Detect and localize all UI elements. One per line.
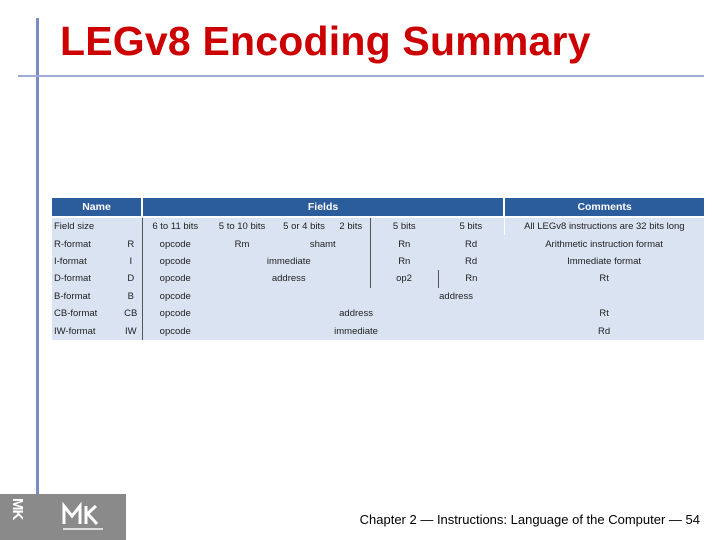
size-cell: 2 bits xyxy=(332,217,370,235)
table-row xyxy=(52,235,704,252)
size-cell: 5 or 4 bits xyxy=(276,217,332,235)
row-field: address xyxy=(439,290,473,302)
row-field: Rm xyxy=(234,238,250,250)
row-field: Rt xyxy=(599,273,609,285)
size-cell: 5 bits xyxy=(438,217,504,235)
row-name: CB-format xyxy=(54,308,98,320)
row-comment: Arithmetic instruction format xyxy=(545,238,663,250)
row-field: Rd xyxy=(598,325,611,337)
frame-vertical-line xyxy=(36,18,39,496)
header-name: Name xyxy=(52,198,142,217)
row-abbr: I xyxy=(129,255,133,267)
row-name: D-format xyxy=(54,273,91,285)
header-fields: Fields xyxy=(142,198,504,217)
table-row-field-size xyxy=(52,217,704,235)
row-name: I-format xyxy=(54,255,87,267)
table-header-row xyxy=(52,198,704,217)
row-field: address xyxy=(339,308,373,320)
row-comment: Immediate format xyxy=(567,255,642,267)
row-field: Rn xyxy=(370,253,438,270)
row-field: address xyxy=(271,273,306,285)
row-field: Rt xyxy=(599,308,609,320)
row-name: B-format xyxy=(54,290,91,302)
row-opcode: opcode xyxy=(142,288,208,305)
row-abbr: R xyxy=(127,238,135,250)
table-row xyxy=(52,305,704,322)
row-name: IW-format xyxy=(54,325,96,337)
table-row xyxy=(52,253,704,270)
slide-title: LEGv8 Encoding Summary xyxy=(60,18,591,64)
logo-mk-vertical-text: MK xyxy=(9,498,26,520)
row-opcode: opcode xyxy=(142,235,208,252)
logo-mk-mark xyxy=(62,502,122,534)
header-comments: Comments xyxy=(504,198,704,217)
size-cell: 5 to 10 bits xyxy=(208,217,276,235)
row-abbr: IW xyxy=(124,325,137,337)
table-row xyxy=(52,322,704,339)
table-row xyxy=(52,288,704,305)
row-field: Rd xyxy=(464,255,478,267)
row-field: op2 xyxy=(370,270,438,287)
row-opcode: opcode xyxy=(142,322,208,339)
encoding-table xyxy=(52,198,704,340)
row-opcode: opcode xyxy=(142,253,208,270)
row-opcode: opcode xyxy=(142,270,208,287)
row-abbr: CB xyxy=(124,308,138,320)
row-field: shamt xyxy=(309,238,336,250)
size-cell: 6 to 11 bits xyxy=(142,217,208,235)
size-label: Field size xyxy=(52,217,142,235)
publisher-logo xyxy=(0,494,126,540)
row-abbr: D xyxy=(127,273,135,285)
row-abbr: B xyxy=(127,290,134,302)
row-field: immediate xyxy=(334,325,378,337)
row-field: Rd xyxy=(464,238,478,250)
frame-horizontal-line xyxy=(18,75,704,77)
row-field: immediate xyxy=(266,255,311,267)
logo-mk-vertical xyxy=(2,498,28,536)
row-opcode: opcode xyxy=(142,305,208,322)
size-comment: All LEGv8 instructions are 32 bits long xyxy=(504,217,704,235)
row-field: Rn xyxy=(370,235,438,252)
size-cell: 5 bits xyxy=(370,217,438,235)
slide-footer: Chapter 2 — Instructions: Language of the Computer — 54 xyxy=(359,512,700,527)
row-field: Rn xyxy=(438,270,504,287)
table-row xyxy=(52,270,704,287)
row-name: R-format xyxy=(54,238,91,250)
